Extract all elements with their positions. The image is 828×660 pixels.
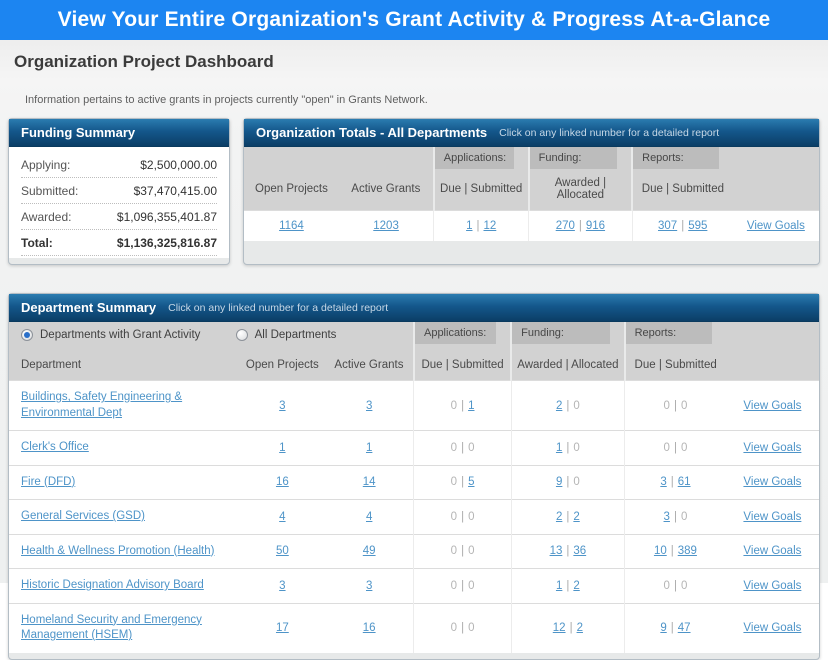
department-link[interactable]: Health & Wellness Promotion (Health) [21,544,215,557]
applications-submitted: 0 [468,579,475,592]
funding-allocated-link[interactable]: 2 [573,510,580,523]
open-projects-link[interactable]: 3 [279,579,286,592]
funding-row-total [21,230,217,256]
pipe-separator: | [461,476,465,489]
radio-icon[interactable] [21,329,33,341]
applications-due: 0 [450,399,458,412]
reports-due-link[interactable]: 3 [660,476,667,489]
applications-submitted: 0 [468,441,475,454]
active-grants-link[interactable]: 3 [365,399,373,412]
applications-group-header: Applications: [434,147,529,169]
funding-awarded-link[interactable]: 13 [549,545,563,558]
pipe-separator: | [673,510,677,523]
reports-submitted: 0 [680,441,688,454]
active-grants-link[interactable]: 1 [365,441,373,454]
applications-due: 0 [450,579,458,592]
department-summary-title: Department Summary [21,300,157,315]
applications-submitted-link[interactable]: 12 [483,220,497,232]
funding-allocated-link[interactable]: 36 [573,545,587,558]
funding-allocated-link[interactable]: 916 [585,220,606,232]
department-summary-hint: Click on any linked number for a detailed report [168,301,389,314]
funding-group-header: Funding: [529,147,633,169]
view-goals-link[interactable]: View Goals [743,441,802,454]
org-totals-table-wrap [244,147,819,241]
col-applications-due-submitted: Due | Submitted [434,169,529,211]
pipe-separator: | [673,579,677,592]
funding-awarded-link[interactable]: 9 [555,476,563,489]
org-totals-title: Organization Totals - All Departments [256,125,488,140]
department-link[interactable]: Buildings, Safety Engineering & Environmental Dept [21,391,183,419]
funding-allocated: 0 [573,441,580,454]
funding-group-header: Funding: [511,322,624,351]
view-goals-link[interactable]: View Goals [743,476,802,489]
applications-submitted: 0 [468,622,475,635]
funding-row-awarded [21,204,217,230]
funding-row-label: Awarded: [21,210,72,224]
open-projects-link[interactable]: 1164 [279,220,304,232]
funding-awarded-link[interactable]: 2 [555,510,563,523]
top-banner [0,0,828,40]
pipe-separator: | [566,510,570,523]
view-goals-link[interactable]: View Goals [746,220,805,232]
active-grants-link[interactable]: 1203 [373,220,399,232]
pipe-separator: | [670,545,674,558]
col-open-projects: Open Projects [244,169,339,211]
org-totals-data-row [244,211,819,242]
applications-submitted-link[interactable]: 5 [468,476,475,489]
reports-submitted-link[interactable]: 389 [677,545,697,558]
active-grants-link[interactable]: 4 [365,510,373,523]
department-row [9,569,819,604]
pipe-separator: | [670,622,674,635]
reports-due-link[interactable]: 307 [658,220,678,232]
top-panels-row [8,118,820,265]
applications-due: 0 [450,476,458,489]
department-summary-table [9,322,819,653]
org-totals-header [244,119,819,147]
department-summary-panel [8,293,820,660]
funding-row-label: Total: [21,236,53,250]
funding-awarded-link[interactable]: 2 [555,399,563,412]
open-projects-link[interactable]: 17 [275,622,289,635]
col-active-grants: Active Grants [325,351,414,381]
pipe-separator: | [461,510,465,523]
view-goals-link[interactable]: View Goals [743,579,802,592]
reports-due-link[interactable]: 3 [663,510,670,523]
applications-submitted: 0 [468,510,475,523]
pipe-separator: | [566,441,570,454]
page-title: Organization Project Dashboard [14,52,274,71]
pipe-separator: | [566,476,570,489]
funding-allocated-link[interactable]: 2 [573,579,580,592]
department-row [9,534,819,569]
active-grants-link[interactable]: 3 [365,579,373,592]
department-link[interactable]: Homeland Security and Emergency Management (HSEM) [21,613,202,642]
col-funding-awarded-allocated: Awarded | Allocated [529,169,633,211]
reports-group-header: Reports: [625,322,726,351]
open-projects-link[interactable]: 50 [275,545,289,558]
department-summary-table-wrap [9,322,819,653]
reports-due: 0 [663,441,670,454]
funding-row-value: $37,470,415.00 [133,184,217,198]
department-row [9,381,819,431]
active-grants-link[interactable]: 49 [362,545,376,558]
department-link[interactable]: General Services (GSD) [21,510,145,523]
org-column-header-row [244,169,819,211]
funding-awarded-link[interactable]: 270 [555,220,575,232]
pipe-separator: | [461,579,465,592]
radio-icon[interactable] [236,329,248,341]
pipe-separator: | [673,399,677,412]
radio-label: All Departments [254,329,337,341]
funding-summary-header [9,119,229,147]
department-link[interactable]: Fire (DFD) [21,475,76,488]
funding-allocated: 0 [573,399,580,412]
funding-row-value: $1,096,355,401.87 [116,210,217,224]
funding-summary-title: Funding Summary [21,125,136,140]
funding-row-label: Applying: [21,158,71,172]
open-projects-link[interactable]: 16 [275,476,289,489]
org-totals-table [244,147,819,241]
applications-group-header: Applications: [414,322,511,351]
view-goals-link[interactable]: View Goals [743,399,802,412]
reports-due: 0 [663,579,670,592]
applications-due: 0 [450,441,458,454]
pipe-separator: | [670,476,674,489]
funding-allocated-link[interactable]: 2 [576,622,583,635]
funding-row-submitted [21,178,217,204]
funding-awarded-link[interactable]: 12 [552,622,566,635]
col-reports-due-submitted: Due | Submitted [632,169,733,211]
pipe-separator: | [461,622,465,635]
radio-label: Departments with Grant Activity [40,329,201,341]
open-projects-link[interactable]: 1 [279,441,286,454]
col-applications-due-submitted: Due | Submitted [414,351,511,381]
active-grants-link[interactable]: 14 [362,476,376,489]
open-projects-link[interactable]: 4 [279,510,286,523]
funding-awarded-link[interactable]: 1 [555,441,563,454]
applications-submitted: 0 [468,545,475,558]
pipe-separator: | [569,622,573,635]
reports-submitted: 0 [680,399,688,412]
department-row [9,431,819,466]
applications-due: 0 [450,510,458,523]
reports-due-link[interactable]: 9 [660,622,667,635]
pipe-separator: | [461,399,465,412]
banner-title: View Your Entire Organization's Grant Activity & Progress At-a-Glance [57,8,771,31]
reports-due-link[interactable]: 10 [653,545,667,558]
funding-summary-body [9,147,229,258]
reports-submitted-link[interactable]: 47 [677,622,691,635]
radio-all-departments[interactable] [236,329,337,341]
funding-row-value: $1,136,325,816.87 [116,236,217,250]
funding-row-label: Submitted: [21,184,79,198]
department-row [9,465,819,500]
department-row [9,500,819,535]
department-filter-row [9,322,819,351]
funding-awarded-link[interactable]: 1 [555,579,563,592]
view-goals-link[interactable]: View Goals [743,545,802,558]
reports-submitted: 0 [680,510,688,523]
funding-row-value: $2,500,000.00 [140,158,217,172]
department-link[interactable]: Clerk's Office [21,441,89,454]
reports-submitted: 0 [680,579,688,592]
pipe-separator: | [681,220,685,232]
pipe-separator: | [566,579,570,592]
department-column-header-row [9,351,819,381]
open-projects-link[interactable]: 3 [279,399,286,412]
applications-submitted-link[interactable]: 1 [468,399,475,412]
department-summary-header [9,294,819,322]
pipe-separator: | [566,545,570,558]
funding-allocated: 0 [573,476,580,489]
radio-departments-with-grant-activity[interactable] [21,329,200,341]
col-active-grants: Active Grants [339,169,434,211]
pipe-separator: | [566,399,570,412]
org-group-header-row [244,147,819,169]
col-open-projects: Open Projects [240,351,325,381]
active-grants-link[interactable]: 16 [362,622,376,635]
funding-row-applying [21,152,217,178]
org-totals-panel [243,118,820,265]
view-goals-link[interactable]: View Goals [743,510,802,523]
department-link[interactable]: Historic Designation Advisory Board [21,579,204,592]
applications-due: 0 [450,622,458,635]
pipe-separator: | [578,220,582,232]
pipe-separator: | [461,441,465,454]
org-totals-hint: Click on any linked number for a detailed report [499,126,720,139]
reports-due: 0 [663,399,670,412]
pipe-separator: | [461,545,465,558]
funding-summary-panel [8,118,230,265]
pipe-separator: | [476,220,480,232]
reports-submitted-link[interactable]: 595 [688,220,708,232]
department-row [9,603,819,653]
view-goals-link[interactable]: View Goals [743,622,802,635]
col-reports-due-submitted: Due | Submitted [625,351,726,381]
pipe-separator: | [673,441,677,454]
applications-due-link[interactable]: 1 [466,220,473,232]
col-funding-awarded-allocated: Awarded | Allocated [511,351,624,381]
reports-group-header: Reports: [632,147,733,169]
page-subtitle: Information pertains to active grants in projects currently "open" in Grants Network. [25,94,428,106]
col-department: Department [9,351,240,381]
reports-submitted-link[interactable]: 61 [677,476,691,489]
applications-due: 0 [450,545,458,558]
